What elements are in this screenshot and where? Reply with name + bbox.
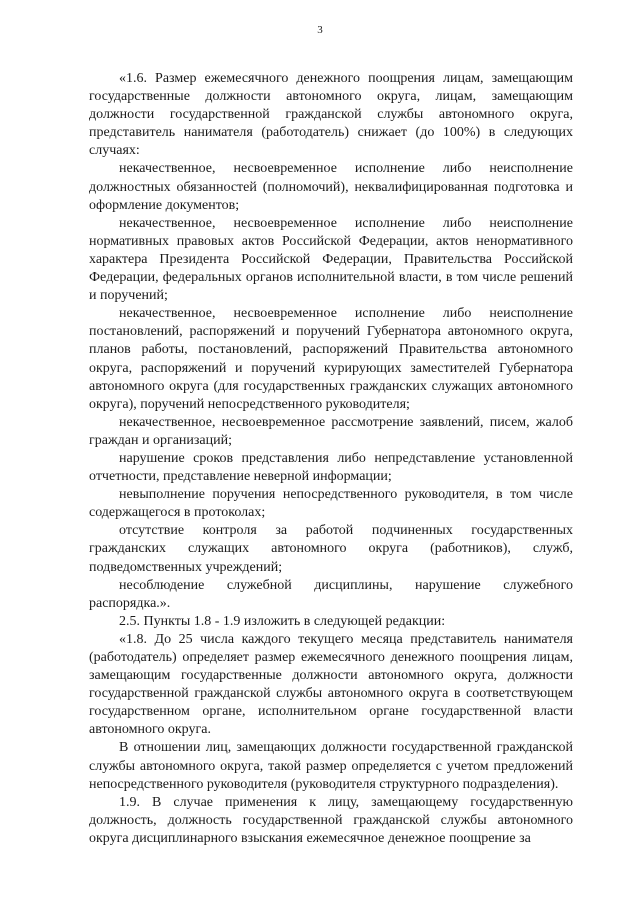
document-body xyxy=(89,70,573,848)
paragraph-1-8: «1.8. До 25 числа каждого текущего месяца представитель нанимателя (работодатель) определяет размер ежемесячного денежного поощрения лицам, замещающим государственные должности автономного округа, должности государственной гражданской службы автономного округа в соответствующем государственном органе, исполнительном органе государственной власти автономного округа. xyxy=(89,631,573,738)
paragraph-1-6: «1.6. Размер ежемесячного денежного поощрения лицам, замещающим государственные должности автономного округа, лицам, замещающим должности государственной гражданской службы автономного округа, представитель нанимателя (работодатель) снижает (до 100%) в следующих случаях: xyxy=(89,71,573,159)
list-item: некачественное, несвоевременное исполнение либо неисполнение постановлений, распоряжений и поручений Губернатора автономного округа, планов работы, постановлений, распоряжений Правительства автономного округа, распоряжений и поручений курирующих заместителей Губернатора автономного округа (для государственных гражданских служащих автономного округа), поручений непосредственного руководителя; xyxy=(89,306,573,412)
list-item: некачественное, несвоевременное исполнение либо неисполнение нормативных правовых актов Российской Федерации, актов ненормативного характера Президента Российской Федерации, Правительства Российской Федерации, федеральных органов исполнительной власти, в том числе решений и поручений; xyxy=(89,215,573,304)
list-item: некачественное, несвоевременное исполнение либо неисполнение должностных обязанностей (полномочий), неквалифицированная подготовка и оформление документов; xyxy=(89,161,573,213)
list-item: невыполнение поручения непосредственного руководителя, в том числе содержащегося в протоколах; xyxy=(89,487,573,521)
paragraph-2-5: 2.5. Пункты 1.8 - 1.9 изложить в следующей редакции: xyxy=(119,613,446,629)
page-number: 3 xyxy=(317,24,323,36)
list-item: несоблюдение служебной дисциплины, нарушение служебного распорядка.». xyxy=(89,577,573,611)
paragraph-1-9: 1.9. В случае применения к лицу, замещающему государственную должность, должность государственной гражданской службы автономного округа дисциплинарного взыскания ежемесячное денежное поощрение за xyxy=(89,794,573,846)
paragraph: В отношении лиц, замещающих должности государственной гражданской службы автономного округа, такой размер определяется с учетом предложений непосредственного руководителя (руководителя структурного подразделения). xyxy=(89,740,573,792)
list-item: некачественное, несвоевременное рассмотрение заявлений, писем, жалоб граждан и организаций; xyxy=(89,414,573,448)
list-item: нарушение сроков представления либо непредставление установленной отчетности, представление неверной информации; xyxy=(89,450,573,485)
list-item: отсутствие контроля за работой подчиненных государственных гражданских служащих автономного округа (работников), служб, подведомственных учреждений; xyxy=(89,523,573,575)
